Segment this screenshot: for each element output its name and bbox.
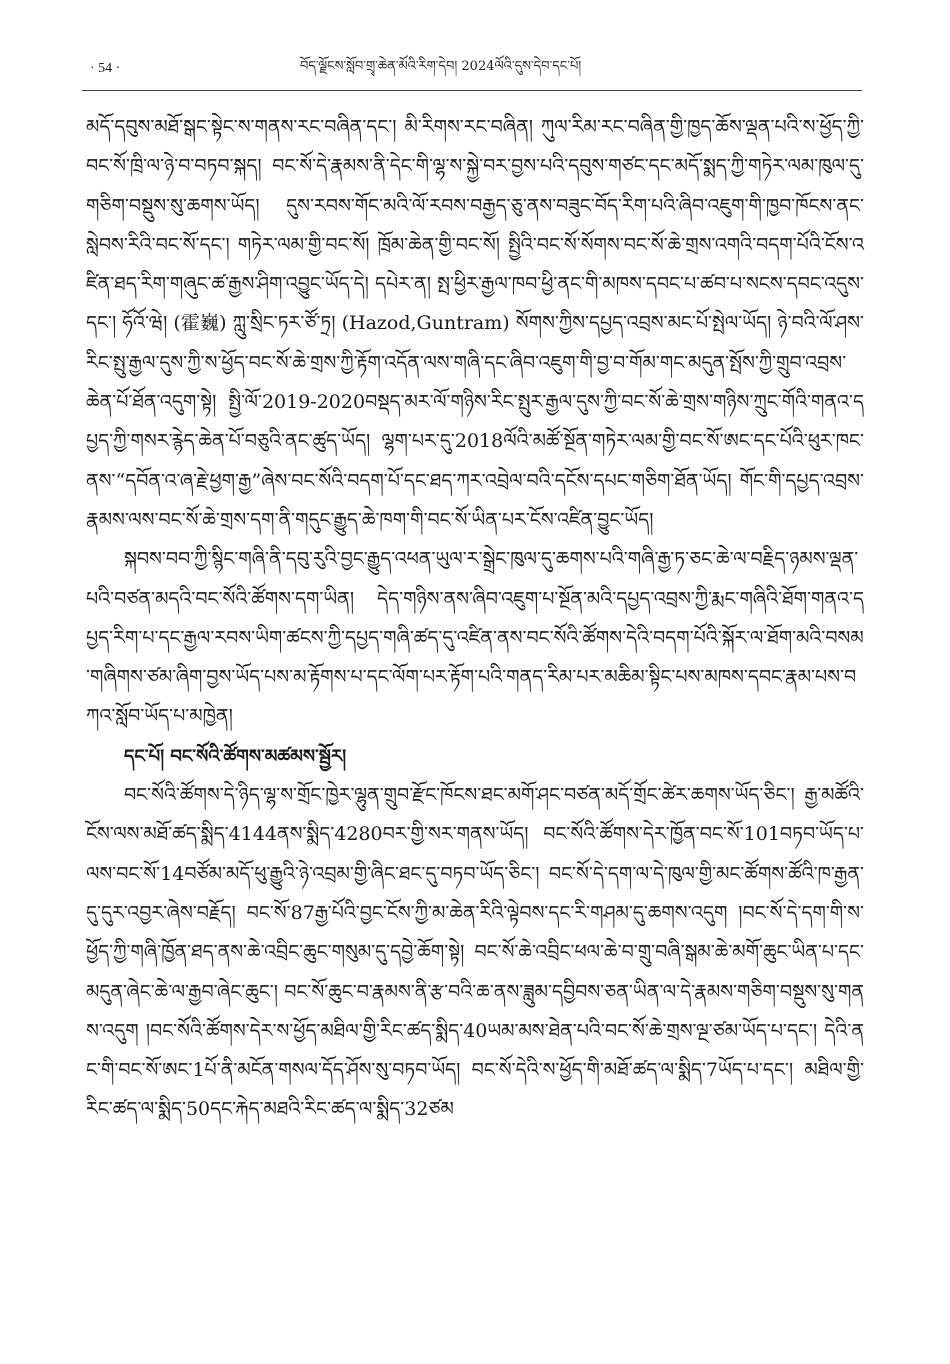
body-text [86,108,864,1130]
paragraph-3: བང་སོའི་ཚོགས་དེ་ཉིད་ལྷ་ས་གྲོང་ཁྱེར་ལྷུན་གྲུབ་རྫོང་ཁོངས་ཐང་མགོ་ཤང་བཙན་མདོ་གྲོང་ཚེར་ཆགས་ཡོད་ཅིང་། རྒྱ་མཚོའི་ངོས་ལས་མཐོ་ཚད་སྨིད་4144ནས་སྨིད་4280བར་གྱི་སར་གནས་ཡོད། བང་སོའི་ཚོགས་དེར་ཁྱོན་བང་སོ་101བཏབ་ཡོད་པ་ལས་བང་སོ་14བཙོམ་མདོ་ཕུ་རྒྱུའི་ཉེ་འབྲམ་གྱི་ཞིང་ཐང་དུ་བཏབ་ཡོད་ཅིང་། བང་སོ་དེ་དག་ལ་དེ་ཁུལ་གྱི་མང་ཚོགས་ཚོའི་ཁ་རྒྱན་དུ་དུར་འབྱར་ཞེས་བརྗོད། བང་སོ་87རྒྱ་པོའི་བྱང་ངོས་ཀྱི་མ་ཆེན་རིའི་ལྟེབས་དང་རི་གཤམ་དུ་ཆགས་འདུག །བང་སོ་དེ་དག་གི་ས་ཕྱོད་ཀྱི་གཞི་ཁྱོན་ཐད་ནས་ཆེ་འབྲིང་ཆུང་གསུམ་དུ་དབྱེ་ཆོག་སྟེ། བང་སོ་ཆེ་འབྲིང་ཕལ་ཆེ་བ་གྲུ་བཞི་སྒམ་ཆེ་མགོ་ཆུང་ཡིན་པ་དང་མདུན་ཞེང་ཆེ་ལ་རྒྱབ་ཞེང་ཆུང་། བང་སོ་ཆུང་བ་རྣམས་ནི་རྩ་བའི་ཆ་ནས་ཟླུམ་དབྱིབས་ཅན་ཡིན་ལ་དེ་རྣམས་གཅིག་བསྡུས་སུ་གནས་འདུག །བང་སོའི་ཚོགས་དེར་ས་ཕྱོད་མཐིལ་གྱི་རིང་ཚད་སྨིད་40ཡམ་མས་ཐེན་པའི་བང་སོ་ཆེ་གྲས་ལྔ་ཙམ་ཡོད་པ་དང་། དེའི་ནང་གི་བང་སོ་ཨང་1པོ་ནི་མངོན་གསལ་དོད་ཤོས་སུ་བཏབ་ཡོད། བང་སོ་དེའི་ས་ཕྱོད་གི་མཐོ་ཚད་ལ་སྨིད་7ཡོད་པ་དང་། མཐིལ་གྱི་རིང་ཚད་ལ་སྨིད་50དང་རྐེད་མཐའི་རིང་ཚད་ལ་སྨིད་32ཙམ [86,784,864,1121]
paragraph-2: སྐབས་བབ་ཀྱི་སྙིང་གཞི་ནི་དབུ་རུའི་བྱང་རྒྱུད་འཕན་ཡུལ་ར་སྒྲེང་ཁུལ་དུ་ཆགས་པའི་གཞི་རྒྱ་ཏ་ཅང་ཆེ་ལ་བརྗིད་ཉམས་ལྡན་པའི་བཙན་མདའི་བང་སོའི་ཚོགས་དག་ཡིན། དེད་གཉིས་ནས་ཞིབ་འཇུག་པ་སྔོན་མའི་དཔྱད་འབྲས་ཀྱི་རྨང་གཞིའི་ཐོག་གནའ་དཔྱད་རིག་པ་དང་རྒྱལ་རབས་ཡིག་ཚངས་ཀྱི་དཔྱད་གཞི་ཚད་དུ་འཛིན་ནས་བང་སོའི་ཚོགས་དེའི་བདག་པོའི་སྐོར་ལ་ཐོག་མའི་བསམ་གཞིགས་ཙམ་ཞིག་བྱས་ཡོད་པས་མ་རྟོགས་པ་དང་ལོག་པར་རྟོག་པའི་གནད་རིམ་པར་མཆིམ་སྟིང་པས་མཁས་དབང་རྣམ་པས་བཀའ་སློབ་ཡོད་པ་མཁྱེན། [86,548,864,728]
section-heading: དང་པོ། བང་སོའི་ཚོགས་མཚམས་སྦྱོར། [124,745,347,767]
page-header [90,55,860,83]
running-head: བོད་ལྗོངས་སློབ་གྲྭ་ཆེན་མོའི་རིག་དེབ། 2024ལོའི་དུས་དེབ་དང་པོ། [300,58,582,74]
page-number: · 54 · [90,61,121,76]
paragraph-1: མདོ་དབུས་མཐོ་སྒང་སྟེང་ས་གནས་རང་བཞིན་དང་། མི་རིགས་རང་བཞིན། ཀུལ་རིམ་རང་བཞིན་གྱི་ཁྱད་ཆོས་ལྡན་པའི་ས་ཕྱོད་ཀྱི་བང་སོ་ཁྲི་ལ་ཉེ་བ་བཏབ་སྐད། བང་སོ་དེ་རྣམས་ནི་དེང་གི་ལྷ་ས་སྐྱེ་བར་བྱས་པའི་དབུས་གཙང་དང་མདོ་སྨད་ཀྱི་གཏེར་ལམ་ཁུལ་དུ་གཅིག་བསྡུས་སུ་ཆགས་ཡོད། དུས་རབས་གོང་མའི་ལོ་རབས་བརྒྱད་ཅུ་ནས་བཟུང་བོད་རིག་པའི་ཞིབ་འཇུག་གི་ཁྱབ་ཁོངས་ནང་སླེབས་རིའི་བང་སོ་དང་། གཏེར་ལམ་གྱི་བང་སོ། ཁྲོམ་ཆེན་གྱི་བང་སོ། སྤྱིའི་བང་སོ་སོགས་བང་སོ་ཆེ་གྲས་འགའི་བདག་པོའི་ངོས་འཛིན་ཐད་རིག་གཞུང་ཚ་རྒྱས་ཤིག་འབྱུང་ཡོད་དེ། དཔེར་ན། སྤ་ཕྱིར་རྒྱལ་ཁབ་ཕྱི་ནང་གི་མཁས་དབང་པ་ཚབ་པ་སངས་དབང་འདུས་དང་། ཧོའོ་ཝེ། (霍巍) ཀླུ་སྲིང་ཏར་ཙོ་ཏྲ། (Hazod,Guntram) སོགས་ཀྱིས་དཔྱད་འབྲས་མང་པོ་སྤེལ་ཡོད། ཉེ་བའི་ལོ་ཤས་རིང་སྤུ་རྒྱལ་དུས་ཀྱི་ས་ཕྱོད་བང་སོ་ཆེ་གྲས་ཀྱི་རྟོག་འདོན་ལས་གཞི་དང་ཞིབ་འཇུག་གི་བྱ་བ་གོམ་གང་མདུན་སྤོས་ཀྱི་གྲུབ་འབྲས་ཆེན་པོ་ཐོན་འདུག་སྟེ། སྤྱི་ལོ་2019-2020བསྡད་མར་ལོ་གཉིས་རིང་སྤུར་རྒྱལ་དུས་ཀྱི་བང་སོ་ཆེ་གྲས་གཉིས་ཀྲུང་གོའི་གནའ་དཔྱད་ཀྱི་གསར་རྙེད་ཆེན་པོ་བཅུའི་ནང་ཚུད་ཡོད། ལྷག་པར་དུ་2018ལོའི་མཚོ་སྔོན་གཏེར་ལམ་གྱི་བང་སོ་ཨང་དང་པོའི་ཕུར་ཁང་ནས་“དབོན་འ་ཞ་རྗེ་ཕྱག་རྒྱ”ཞེས་བང་སོའི་བདག་པོ་དང་ཐད་ཀར་འབྲེལ་བའི་དངོས་དཔང་གཅིག་ཐོན་ཡོད། གོང་གི་དཔྱད་འབྲས་རྣམས་ལས་བང་སོ་ཆེ་གྲས་དག་ནི་གདུང་རྒྱུད་ཆེ་ཁག་གི་བང་སོ་ཡིན་པར་ངོས་འཛིན་བྱུང་ཡོད། [86,116,864,531]
header-rule [82,90,862,91]
